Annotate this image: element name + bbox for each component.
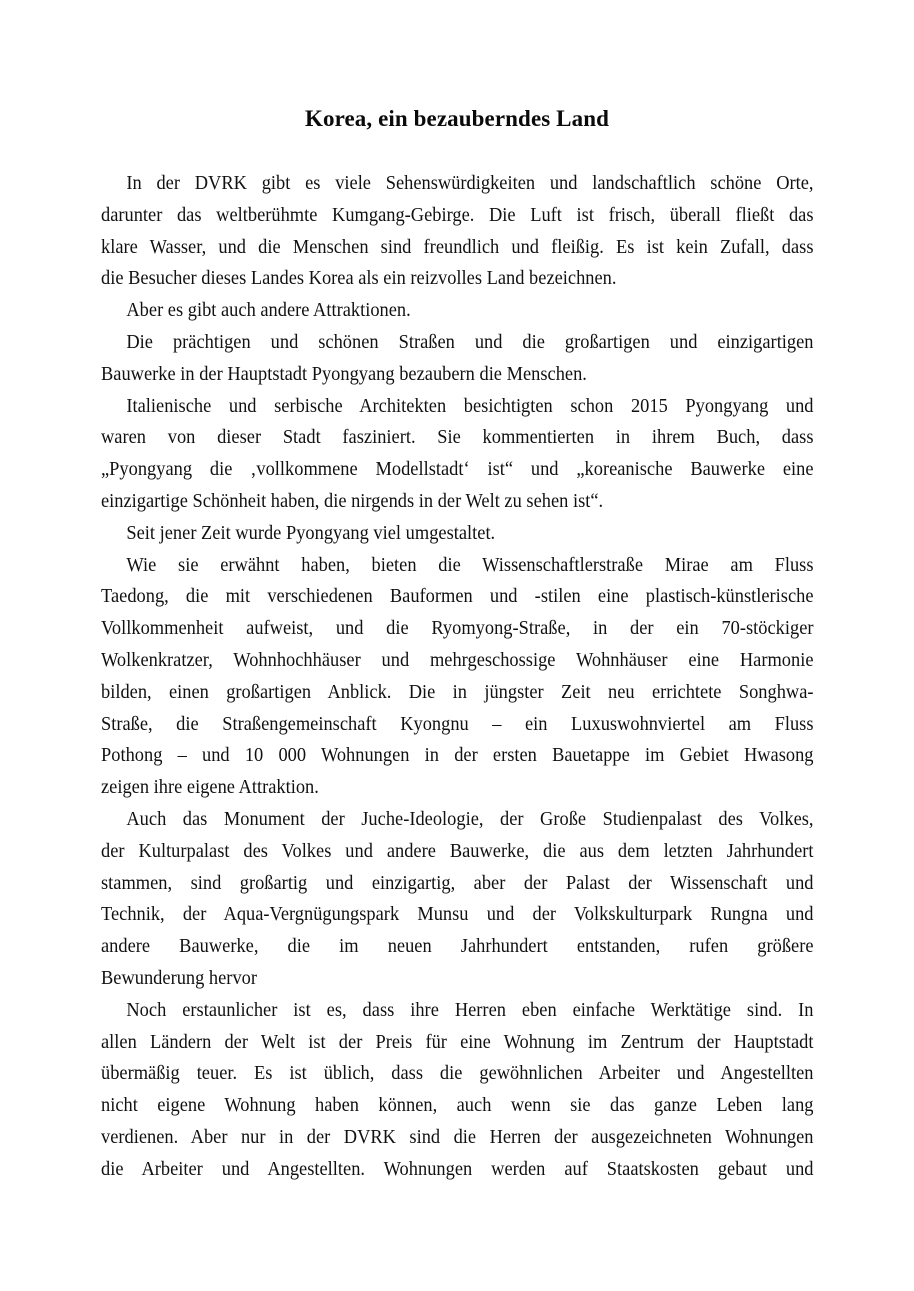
text-line: die Besucher dieses Landes Korea als ein reizvolles Land bezeichnen. [101,268,617,290]
text-line: einzigartige Schönheit haben, die nirgends in der Welt zu sehen ist“. [101,490,604,512]
text-line: Wie sie erwähnt haben, bieten die Wissenschaftlerstraße Mirae am Fluss [126,554,814,576]
paragraph [101,995,814,1186]
text-line: Technik, der Aqua-Vergnügungspark Munsu und der Volkskulturpark Rungna und [101,904,814,926]
text-line: zeigen ihre eigene Attraktion. [101,777,319,799]
text-line: Wolkenkratzer, Wohnhochhäuser und mehrgeschossige Wohnhäuser eine Harmonie [101,649,814,671]
text-line: bilden, einen großartigen Anblick. Die in jüngster Zeit neu errichtete Songhwa- [101,681,814,703]
paragraph [101,327,814,391]
text-line: Auch das Monument der Juche-Ideologie, der Große Studienpalast des Volkes, [126,808,814,830]
text-line: Seit jener Zeit wurde Pyongyang viel umgestaltet. [126,522,496,544]
text-line: andere Bauwerke, die im neuen Jahrhundert entstanden, rufen größere [101,936,814,958]
text-line: Italienische und serbische Architekten besichtigten schon 2015 Pyongyang und [126,395,814,417]
text-line: Bauwerke in der Hauptstadt Pyongyang bezaubern die Menschen. [101,363,587,385]
paragraph [101,550,814,804]
text-line: verdienen. Aber nur in der DVRK sind die Herren der ausgezeichneten Wohnungen [101,1126,814,1148]
paragraph [101,295,771,327]
document-title: Korea, ein bezauberndes Land [305,106,609,131]
text-line: die Arbeiter und Angestellten. Wohnungen werden auf Staatskosten gebaut und [101,1158,814,1180]
paragraph [101,804,814,995]
text-line: Straße, die Straßengemeinschaft Kyongnu – ein Luxuswohnviertel am Fluss [101,713,814,735]
text-line: der Kulturpalast des Volkes und andere Bauwerke, die aus dem letzten Jahrhundert [101,840,814,862]
text-line: Bewunderung hervor [101,967,258,989]
text-line: klare Wasser, und die Menschen sind freundlich und fleißig. Es ist kein Zufall, dass [101,236,814,258]
text-line: nicht eigene Wohnung haben können, auch wenn sie das ganze Leben lang [101,1095,814,1117]
text-line: allen Ländern der Welt ist der Preis für eine Wohnung im Zentrum der Hauptstadt [101,1031,814,1053]
text-line: Taedong, die mit verschiedenen Bauformen und -stilen eine plastisch-künstlerische [101,586,814,608]
paragraph [101,391,814,518]
text-line: Pothong – und 10 000 Wohnungen in der ersten Bauetappe im Gebiet Hwasong [101,745,814,767]
text-line: In der DVRK gibt es viele Sehenswürdigkeiten und landschaftlich schöne Orte, [126,173,814,194]
text-line: Die prächtigen und schönen Straßen und die großartigen und einzigartigen [126,331,814,353]
text-line: Noch erstaunlicher ist es, dass ihre Herren eben einfache Werktätige sind. In [126,999,814,1021]
text-line: „Pyongyang die ‚vollkommene Modellstadt‘ ist“ und „koreanische Bauwerke eine [101,459,814,481]
paragraph [101,168,814,295]
text-line: waren von dieser Stadt fasziniert. Sie kommentierten in ihrem Buch, dass [101,427,814,449]
text-line: Vollkommenheit aufweist, und die Ryomyong-Straße, in der ein 70-stöckiger [101,618,814,640]
text-line: stammen, sind großartig und einzigartig, aber der Palast der Wissenschaft und [101,872,814,894]
document-body [101,168,814,1186]
text-line: Aber es gibt auch andere Attraktionen. [126,300,411,322]
text-line: übermäßig teuer. Es ist üblich, dass die gewöhnlichen Arbeiter und Angestellten [101,1063,814,1085]
text-line: darunter das weltberühmte Kumgang-Gebirge. Die Luft ist frisch, überall fließt das [101,204,814,226]
paragraph [101,518,771,550]
